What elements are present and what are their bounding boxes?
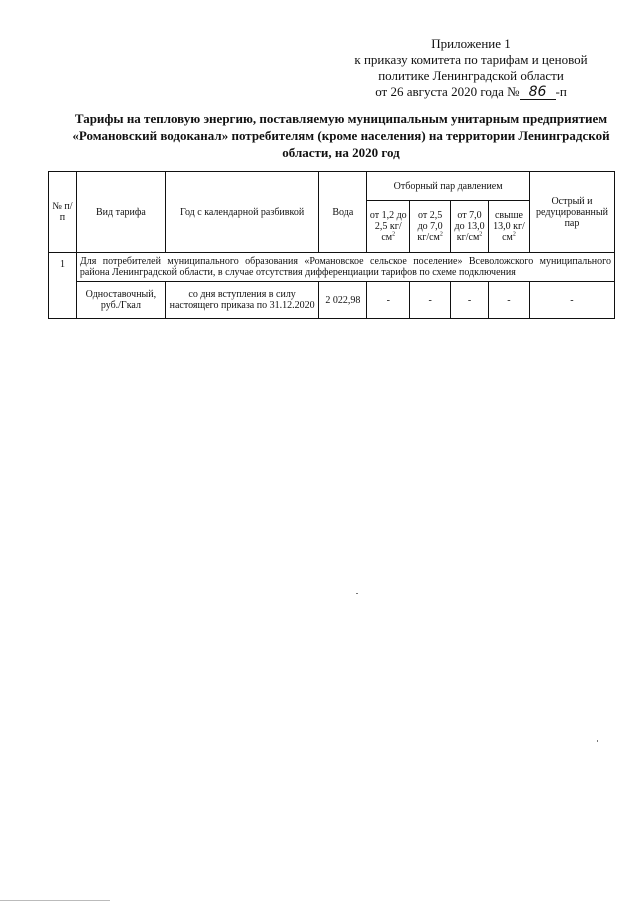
row-tariff-type: Одноставочный, руб./Гкал	[76, 282, 165, 319]
row-period: со дня вступления в силу настоящего приказа по 31.12.2020	[165, 282, 319, 319]
row-sharp-steam: -	[529, 282, 614, 319]
row-description: Для потребителей муниципального образования «Романовское сельское поселение» Всеволожского муниципального района Ленинградской области, в случае отсутствия дифференциации тарифов по схеме подключения	[76, 253, 614, 282]
appendix-line-3: политике Ленинградской области	[378, 68, 564, 83]
row-steam-3: -	[451, 282, 489, 319]
title-line-1: Тарифы на тепловую энергию, поставляемую муниципальным унитарным предприятием	[74, 111, 608, 126]
header-steam-group: Отборный пар давлением	[367, 172, 530, 201]
scan-speck	[597, 740, 598, 742]
header-year: Год с календарной разбивкой	[165, 172, 319, 253]
header-water: Вода	[319, 172, 367, 253]
appendix-line-2: к приказу комитета по тарифам и ценовой	[354, 52, 588, 67]
header-steam-2: от 2,5 до 7,0 $кг/см^2$	[410, 201, 451, 253]
table-row-description	[49, 253, 615, 282]
header-steam-4: свыше 13,0 $кг/см^2$	[489, 201, 530, 253]
header-steam-1: от 1,2 до 2,5 $кг/см^2$	[367, 201, 410, 253]
row-steam-1: -	[367, 282, 410, 319]
header-row-1	[49, 172, 615, 201]
row-steam-4: -	[489, 282, 530, 319]
appendix-line-4	[340, 84, 602, 100]
header-tariff-type: Вид тарифа	[76, 172, 165, 253]
document-title	[60, 110, 622, 161]
scan-speck	[356, 593, 358, 594]
order-suffix: -п	[555, 84, 567, 99]
row-num: 1	[49, 253, 77, 319]
header-steam-3: от 7,0 до 13,0 $кг/см^2$	[451, 201, 489, 253]
tariff-table	[48, 171, 615, 319]
header-num: № п/п	[49, 172, 77, 253]
order-date: от 26 августа 2020 года №	[375, 84, 520, 99]
appendix-header	[340, 36, 602, 100]
appendix-line-1: Приложение 1	[431, 36, 511, 51]
row-steam-2: -	[410, 282, 451, 319]
order-number: 86	[520, 86, 556, 100]
scan-edge-line	[0, 900, 110, 901]
title-line-2: «Романовский водоканал» потребителям (кроме населения) на территории Ленинградской	[72, 128, 610, 143]
title-line-3: области, на 2020 год	[282, 145, 400, 160]
header-sharp-steam: Острый и редуцированный пар	[529, 172, 614, 253]
row-water: 2 022,98	[319, 282, 367, 319]
table-row	[49, 282, 615, 319]
